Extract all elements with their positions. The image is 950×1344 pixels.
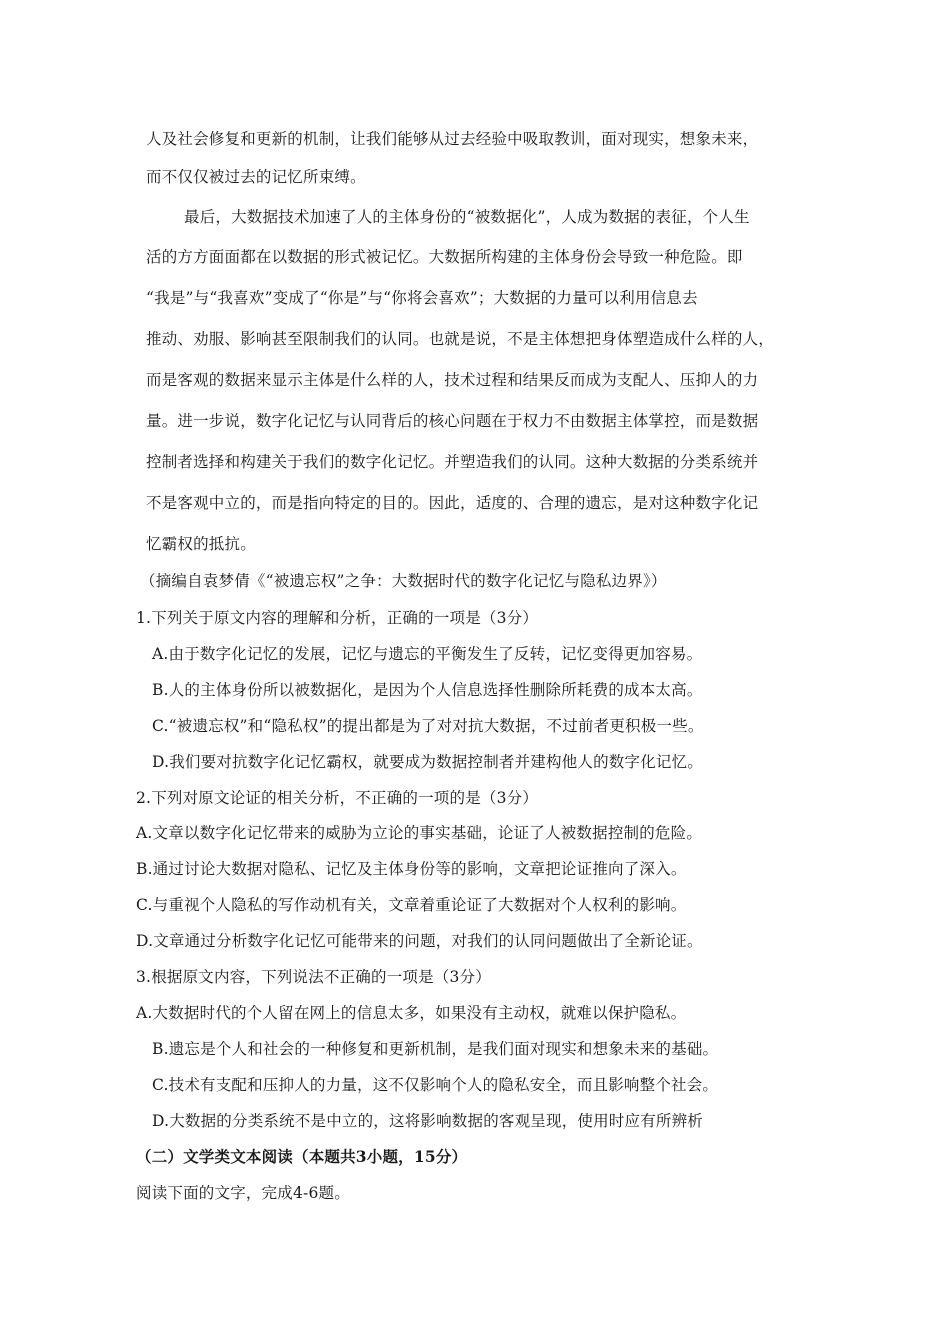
passage-line: 忆霸权的抵抗。 <box>146 535 256 553</box>
passage-line: 活的方方面面都在以数据的形式被记忆。大数据所构建的主体身份会导致一种危险。即 <box>146 248 743 266</box>
section-instruction: 阅读下面的文字，完成4-6题。 <box>136 1184 350 1202</box>
question-stem: 2.下列对原文论证的相关分析，不正确的一项的是（3分） <box>136 789 539 807</box>
question-option: D.文章通过分析数字化记忆可能带来的问题，对我们的认同问题做出了全新论证。 <box>136 932 703 950</box>
passage-line: 而不仅仅被过去的记忆所束缚。 <box>146 168 366 186</box>
passage-line: 最后，大数据技术加速了人的主体身份的“被数据化”，人成为数据的表征，个人生 <box>184 208 750 226</box>
source-citation: （摘编自袁梦倩《“被遗忘权”之争：大数据时代的数字化记忆与隐私边界》） <box>140 572 667 590</box>
passage-line: 推动、劝服、影响甚至限制我们的认同。也就是说，不是主体想把身体塑造成什么样的人， <box>146 330 775 348</box>
passage-line: 量。进一步说，数字化记忆与认同背后的核心问题在于权力不由数据主体掌控，而是数据 <box>146 412 759 430</box>
passage-line: 而是客观的数据来显示主体是什么样的人，技术过程和结果反而成为支配人、压抑人的力 <box>146 371 759 389</box>
section-heading: （二）文学类文本阅读（本题共3小题，15分） <box>136 1147 468 1166</box>
passage-line: 不是客观中立的，而是指向特定的目的。因此，适度的、合理的遗忘，是对这种数字化记 <box>146 494 759 512</box>
question-option: A.大数据时代的个人留在网上的信息太多，如果没有主动权，就难以保护隐私。 <box>136 1004 687 1022</box>
question-option: D.大数据的分类系统不是中立的，这将影响数据的客观呈现，使用时应有所辨析 <box>152 1112 704 1130</box>
question-option: A.由于数字化记忆的发展，记忆与遗忘的平衡发生了反转，记忆变得更加容易。 <box>152 645 703 663</box>
passage-line: 人及社会修复和更新的机制，让我们能够从过去经验中吸取教训，面对现实，想象未来， <box>146 130 759 148</box>
question-option: B.通过讨论大数据对隐私、记忆及主体身份等的影响，文章把论证推向了深入。 <box>136 860 687 878</box>
question-option: B.遗忘是个人和社会的一种修复和更新机制，是我们面对现实和想象未来的基础。 <box>152 1040 719 1058</box>
question-option: B.人的主体身份所以被数据化，是因为个人信息选择性删除所耗费的成本太高。 <box>152 681 703 699</box>
passage-line: “我是”与“我喜欢”变成了“你是”与“你将会喜欢”；大数据的力量可以利用信息去 <box>146 289 698 307</box>
passage-line: 控制者选择和构建关于我们的数字化记忆。并塑造我们的认同。这种大数据的分类系统并 <box>146 453 759 471</box>
question-option: C.“被遗忘权”和“隐私权”的提出都是为了对对抗大数据，不过前者更积极一些。 <box>152 717 704 735</box>
question-option: A.文章以数字化记忆带来的威胁为立论的事实基础，论证了人被数据控制的危险。 <box>136 824 703 842</box>
question-stem: 3.根据原文内容，下列说法不正确的一项是（3分） <box>136 968 491 986</box>
question-option: C.与重视个人隐私的写作动机有关，文章着重论证了大数据对个人权利的影响。 <box>136 896 687 914</box>
question-option: D.我们要对抗数字化记忆霸权，就要成为数据控制者并建构他人的数字化记忆。 <box>152 753 704 771</box>
question-stem: 1.下列关于原文内容的理解和分析，正确的一项是（3分） <box>136 609 539 627</box>
question-option: C.技术有支配和压抑人的力量，这不仅影响个人的隐私安全，而且影响整个社会。 <box>152 1076 719 1094</box>
